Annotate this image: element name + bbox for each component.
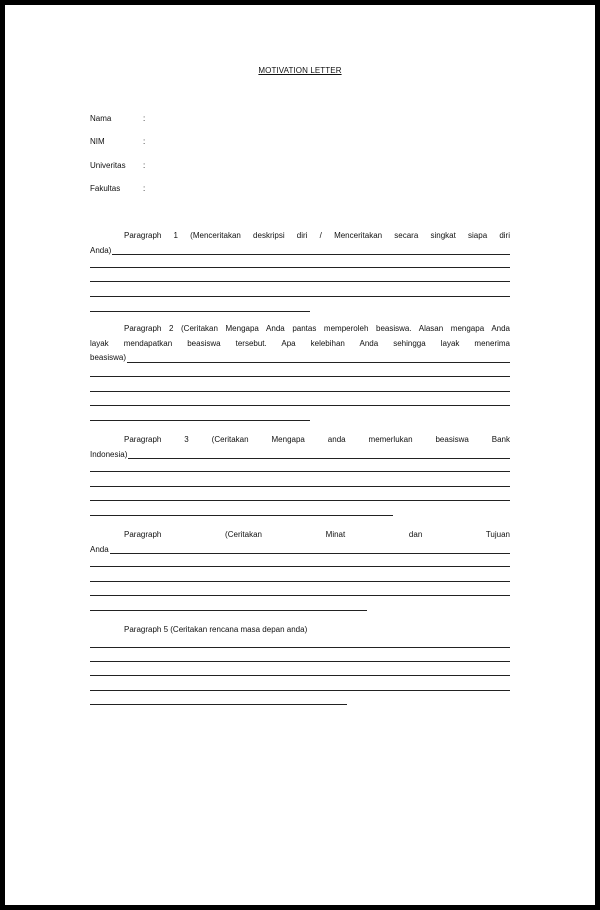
answer-line — [90, 471, 510, 472]
paragraph-4 — [90, 528, 510, 557]
answer-line — [90, 311, 310, 312]
paragraph-prompt: Paragraph 5 (Ceritakan rencana masa depan anda) — [124, 625, 308, 634]
answer-line — [90, 281, 510, 282]
field-separator: : — [143, 184, 146, 193]
answer-line — [90, 581, 510, 582]
answer-line — [90, 704, 347, 705]
answer-line — [90, 690, 510, 691]
answer-line — [90, 296, 510, 297]
paragraph-3 — [90, 433, 510, 462]
paragraph-prompt: Paragraph (Ceritakan Minat dan Tujuan — [124, 530, 510, 539]
paragraph-prompt-tail: Indonesia) — [90, 449, 128, 459]
answer-line — [90, 610, 367, 611]
answer-line — [90, 351, 510, 366]
paragraph-prompt-tail: Anda) — [90, 245, 112, 255]
answer-line — [90, 647, 510, 648]
paragraph-prompt-tail: Anda — [90, 544, 109, 554]
field-separator: : — [143, 161, 146, 170]
field-nama — [90, 114, 145, 123]
answer-line — [90, 661, 510, 662]
answer-line — [90, 376, 510, 377]
field-label: NIM — [90, 137, 105, 146]
paragraph-prompt-tail: beasiswa) — [90, 353, 127, 362]
paragraph-2 — [90, 322, 510, 366]
answer-line — [90, 595, 510, 596]
answer-line — [90, 244, 510, 259]
paragraph-prompt: Paragraph 2 (Ceritakan Mengapa Anda pantas memperoleh beasiswa. Alasan mengapa Anda — [124, 324, 510, 333]
field-label: Nama — [90, 114, 112, 123]
answer-line — [90, 420, 310, 421]
answer-line — [90, 405, 510, 406]
field-label: Univeritas — [90, 161, 126, 170]
field-nim — [90, 137, 145, 146]
answer-line — [90, 566, 510, 567]
answer-line — [90, 515, 393, 516]
answer-line — [90, 486, 510, 487]
paragraph-prompt: Paragraph 1 (Menceritakan deskripsi diri / Menceritakan secara singkat siapa diri — [124, 231, 510, 240]
document-title: MOTIVATION LETTER — [258, 66, 342, 75]
answer-line — [90, 391, 510, 392]
field-label: Fakultas — [90, 184, 121, 193]
field-separator: : — [143, 114, 146, 123]
field-fakultas — [90, 184, 145, 193]
answer-line — [90, 267, 510, 268]
field-separator: : — [143, 137, 146, 146]
answer-line — [90, 675, 510, 676]
paragraph-prompt: Paragraph 3 (Ceritakan Mengapa anda memerlukan beasiswa Bank — [124, 435, 510, 444]
answer-line — [90, 543, 510, 558]
paragraph-prompt-line2: layak mendapatkan beasiswa tersebut. Apa kelebihan Anda sehingga layak menerima — [90, 338, 510, 348]
field-universitas — [90, 161, 145, 170]
answer-line — [90, 448, 510, 463]
paragraph-5 — [90, 623, 510, 638]
answer-line — [90, 500, 510, 501]
paragraph-1 — [90, 229, 510, 258]
